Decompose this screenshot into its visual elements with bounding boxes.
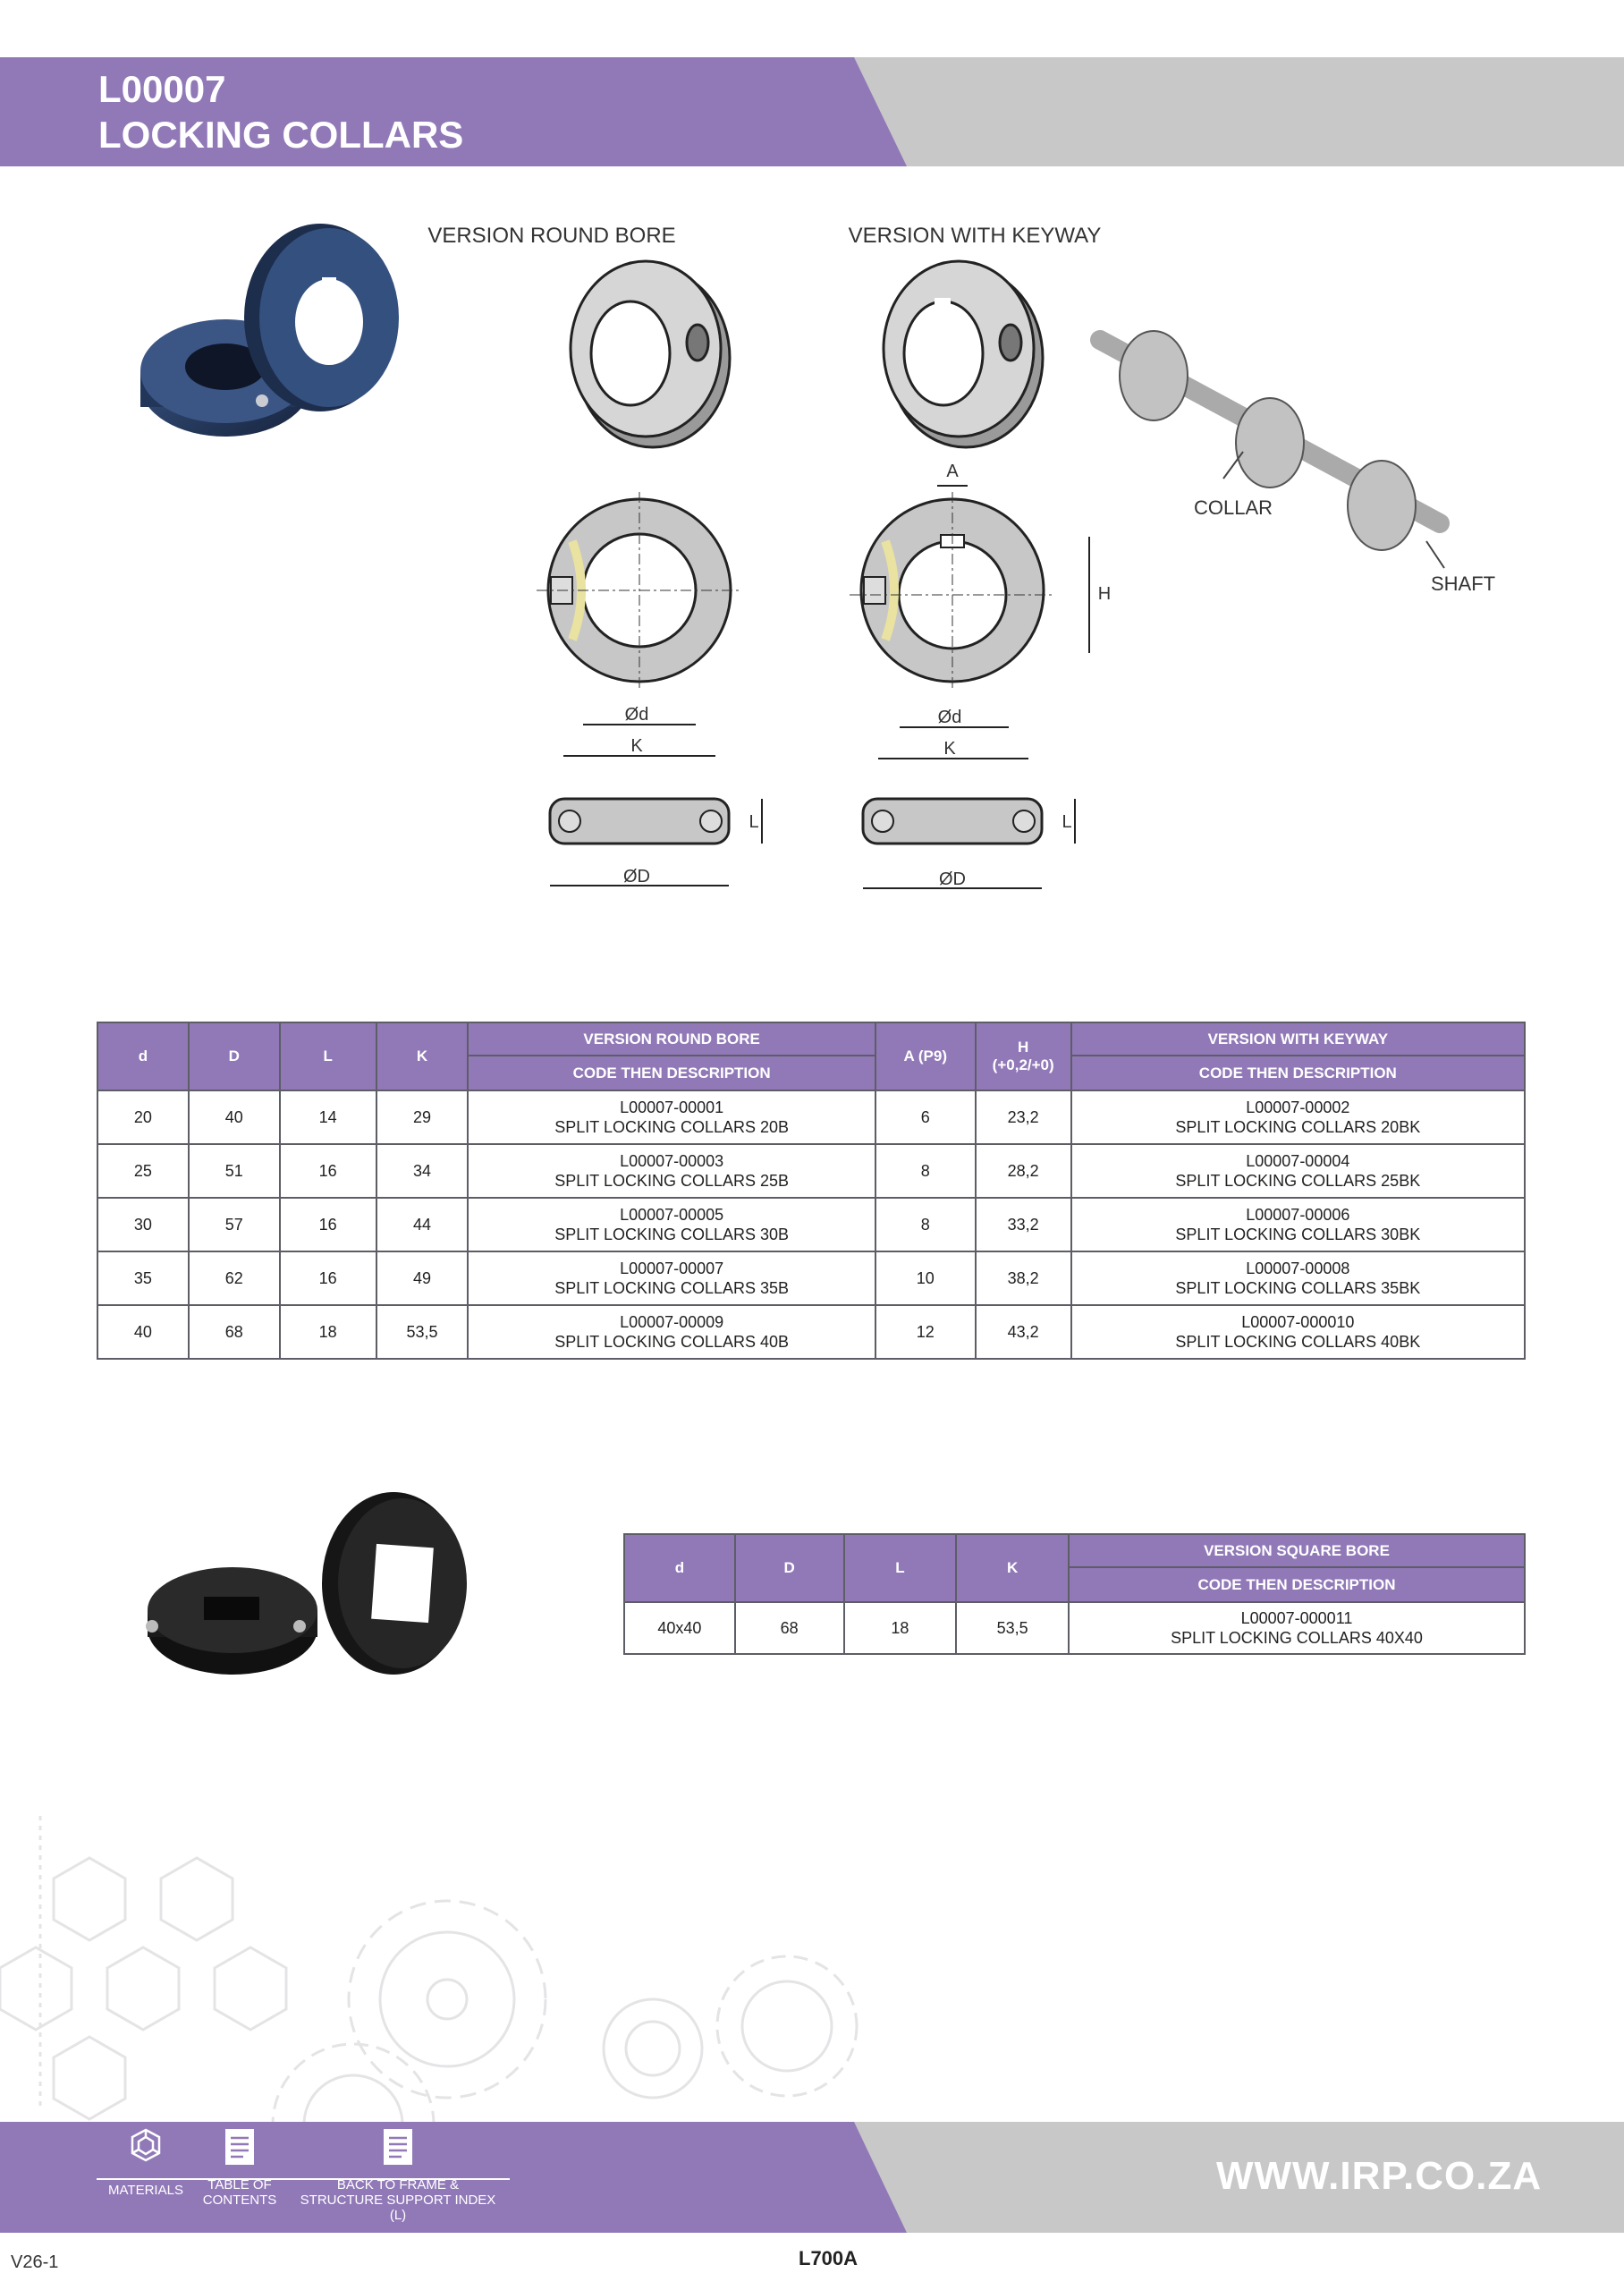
nav-materials[interactable] <box>97 2127 195 2198</box>
part-code: L00007-000010 <box>1241 1313 1355 1331</box>
cell-outer-d: 40 <box>189 1090 280 1144</box>
keyway-front-drawing <box>850 486 1089 759</box>
cell-h: 33,2 <box>976 1198 1071 1251</box>
part-code: L00007-000011 <box>1240 1609 1353 1627</box>
part-description: SPLIT LOCKING COLLARS 35B <box>554 1279 790 1297</box>
cell-keyway <box>1071 1198 1525 1251</box>
table-row <box>97 1090 1525 1144</box>
cell-keyway <box>1071 1144 1525 1198</box>
table-row <box>97 1198 1525 1251</box>
part-code: L00007-00001 <box>620 1098 724 1116</box>
shaft-label: SHAFT <box>1431 572 1496 595</box>
round-bore-side-drawing <box>550 799 762 886</box>
page-number: L700A <box>799 2247 859 2269</box>
cell-round-bore <box>468 1198 875 1251</box>
keyway-dim-k: K <box>943 739 956 759</box>
round-dim-k: K <box>630 736 643 756</box>
blue-collar-photo <box>140 224 399 437</box>
group-header-keyway: VERSION WITH KEYWAY <box>1071 1022 1525 1056</box>
part-code: L00007-00009 <box>620 1313 724 1331</box>
sq-col-header-d: d <box>624 1534 735 1602</box>
col-header-l: L <box>280 1022 376 1090</box>
cell-a: 8 <box>875 1198 976 1251</box>
nav-materials-label: MATERIALS <box>108 2183 183 2198</box>
cell-outer-d: 68 <box>189 1305 280 1359</box>
cell-outer-d: 57 <box>189 1198 280 1251</box>
cell-keyway <box>1071 1251 1525 1305</box>
square-bore-table <box>623 1533 1526 1655</box>
cell-k: 29 <box>376 1090 469 1144</box>
col-header-outer-d: D <box>189 1022 280 1090</box>
keyway-dim-od: ØD <box>939 869 966 889</box>
sq-col-header-outer-d: D <box>735 1534 844 1602</box>
group-header-round-bore: VERSION ROUND BORE <box>468 1022 875 1056</box>
cell-d: 25 <box>97 1144 189 1198</box>
cell-a: 6 <box>875 1090 976 1144</box>
part-description: SPLIT LOCKING COLLARS 40BK <box>1175 1333 1421 1351</box>
nav-support-index[interactable] <box>295 2127 501 2223</box>
sub-header-keyway-code: CODE THEN DESCRIPTION <box>1071 1056 1525 1090</box>
part-code: L00007-00002 <box>1246 1098 1350 1116</box>
part-description: SPLIT LOCKING COLLARS 30BK <box>1175 1226 1421 1243</box>
table-row <box>97 1144 1525 1198</box>
cell-d: 40 <box>97 1305 189 1359</box>
col-header-a: A (P9) <box>875 1022 976 1090</box>
part-description: SPLIT LOCKING COLLARS 35BK <box>1175 1279 1421 1297</box>
part-code: L00007-00006 <box>1246 1206 1350 1224</box>
cell-keyway <box>1071 1305 1525 1359</box>
part-description: SPLIT LOCKING COLLARS 30B <box>554 1226 790 1243</box>
cell-l: 14 <box>280 1090 376 1144</box>
sub-header-round-code: CODE THEN DESCRIPTION <box>468 1056 875 1090</box>
cell-l: 18 <box>280 1305 376 1359</box>
part-description: SPLIT LOCKING COLLARS 40B <box>554 1333 790 1351</box>
round-bore-label: VERSION ROUND BORE <box>427 224 676 248</box>
cell-k: 44 <box>376 1198 469 1251</box>
square-bore-collar-photo <box>134 1485 510 1700</box>
col-header-k: K <box>376 1022 469 1090</box>
cell-round-bore <box>468 1090 875 1144</box>
cell-outer-d: 68 <box>735 1602 844 1654</box>
table-row <box>624 1602 1525 1654</box>
col-header-h <box>976 1022 1071 1090</box>
cell-square-bore <box>1069 1602 1525 1654</box>
cell-k: 53,5 <box>956 1602 1069 1654</box>
cell-a: 10 <box>875 1251 976 1305</box>
cell-outer-d: 62 <box>189 1251 280 1305</box>
sq-col-header-l: L <box>844 1534 957 1602</box>
cell-d: 20 <box>97 1090 189 1144</box>
round-bore-iso-drawing <box>571 261 730 447</box>
part-code: L00007-00005 <box>620 1206 724 1224</box>
collar-label: COLLAR <box>1194 496 1273 519</box>
cell-l: 18 <box>844 1602 957 1654</box>
cell-round-bore <box>468 1305 875 1359</box>
col-header-h-tolerance: (+0,2/+0) <box>992 1056 1054 1073</box>
materials-icon <box>97 2127 195 2167</box>
keyway-side-drawing <box>863 799 1075 888</box>
product-diagram <box>125 192 1496 908</box>
part-description: SPLIT LOCKING COLLARS 20BK <box>1175 1118 1421 1136</box>
page-title <box>98 66 463 157</box>
cell-d: 40x40 <box>624 1602 735 1654</box>
part-description: SPLIT LOCKING COLLARS 40X40 <box>1171 1629 1423 1647</box>
cell-a: 8 <box>875 1144 976 1198</box>
keyway-dim-d: Ød <box>937 708 962 727</box>
part-code: L00007-00004 <box>1246 1152 1350 1170</box>
support-index-icon <box>295 2127 501 2170</box>
table-row <box>97 1251 1525 1305</box>
table-of-contents-icon <box>195 2127 284 2170</box>
cell-h: 43,2 <box>976 1305 1071 1359</box>
document-version: V26-1 <box>11 2252 59 2272</box>
cell-d: 35 <box>97 1251 189 1305</box>
cell-d: 30 <box>97 1198 189 1251</box>
table-row <box>97 1305 1525 1359</box>
nav-support-index-label: BACK TO FRAME & STRUCTURE SUPPORT INDEX (L) <box>300 2177 496 2223</box>
product-code: L00007 <box>98 68 226 110</box>
cell-h: 38,2 <box>976 1251 1071 1305</box>
col-header-d: d <box>97 1022 189 1090</box>
keyway-dim-l: L <box>1062 812 1072 832</box>
cell-round-bore <box>468 1144 875 1198</box>
cell-h: 28,2 <box>976 1144 1071 1198</box>
col-header-h-label: H <box>1018 1039 1029 1056</box>
product-title: LOCKING COLLARS <box>98 114 464 156</box>
cell-k: 49 <box>376 1251 469 1305</box>
cell-k: 34 <box>376 1144 469 1198</box>
part-code: L00007-00008 <box>1246 1260 1350 1277</box>
cell-round-bore <box>468 1251 875 1305</box>
sq-col-header-k: K <box>956 1534 1069 1602</box>
locking-collars-table <box>97 1022 1526 1360</box>
keyway-label: VERSION WITH KEYWAY <box>848 224 1102 248</box>
cell-keyway <box>1071 1090 1525 1144</box>
part-code: L00007-00007 <box>620 1260 724 1277</box>
nav-table-of-contents[interactable] <box>195 2127 284 2208</box>
website-link[interactable]: WWW.IRP.CO.ZA <box>1216 2154 1543 2198</box>
cell-l: 16 <box>280 1251 376 1305</box>
cell-h: 23,2 <box>976 1090 1071 1144</box>
keyway-iso-drawing <box>884 261 1043 447</box>
round-dim-d: Ød <box>624 705 649 725</box>
shaft-assembly-drawing <box>1100 331 1444 568</box>
round-dim-od: ØD <box>623 867 650 886</box>
cell-outer-d: 51 <box>189 1144 280 1198</box>
cell-a: 12 <box>875 1305 976 1359</box>
cell-k: 53,5 <box>376 1305 469 1359</box>
nav-table-of-contents-label: TABLE OF CONTENTS <box>202 2177 277 2208</box>
keyway-dim-h: H <box>1097 584 1112 604</box>
part-code: L00007-00003 <box>620 1152 724 1170</box>
cell-l: 16 <box>280 1198 376 1251</box>
part-description: SPLIT LOCKING COLLARS 25BK <box>1175 1172 1421 1190</box>
part-description: SPLIT LOCKING COLLARS 25B <box>554 1172 790 1190</box>
sq-sub-header-code: CODE THEN DESCRIPTION <box>1069 1567 1525 1602</box>
cell-l: 16 <box>280 1144 376 1198</box>
keyway-dim-a: A <box>946 462 959 481</box>
sq-group-header: VERSION SQUARE BORE <box>1069 1534 1525 1567</box>
part-description: SPLIT LOCKING COLLARS 20B <box>554 1118 790 1136</box>
round-dim-l: L <box>749 812 759 832</box>
